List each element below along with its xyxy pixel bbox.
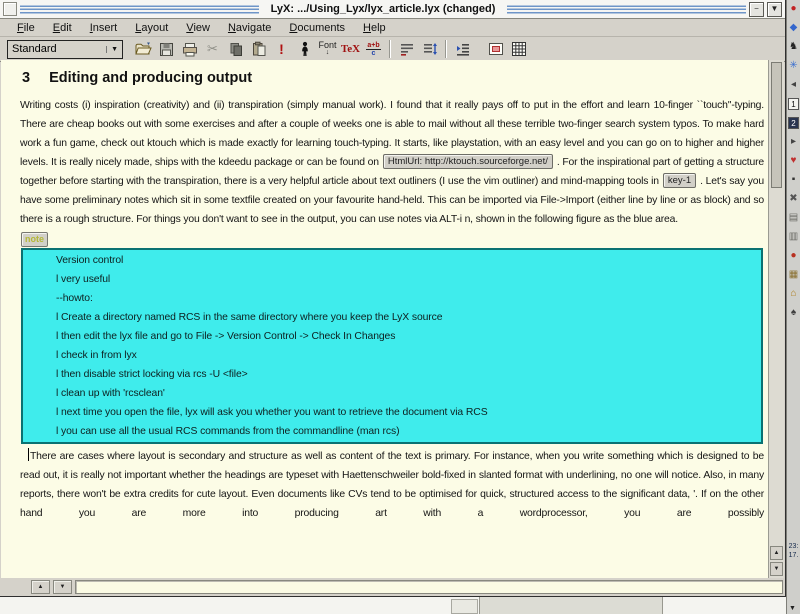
panel-clock-time: 23: — [788, 543, 799, 550]
printer-icon — [182, 42, 198, 57]
menu-item[interactable]: View — [186, 21, 210, 34]
titlebar[interactable] — [0, 0, 785, 19]
section-number: 3 — [22, 70, 31, 86]
desktop-panel — [786, 0, 800, 614]
toolbar-math-button[interactable] — [362, 39, 385, 60]
window-title: LyX: .../Using_Lyx/lyx_article.lyx (changed) — [270, 3, 496, 15]
toolbar-figure-button[interactable] — [484, 39, 507, 60]
toolbar-paste-button[interactable] — [247, 39, 270, 60]
menu-item[interactable]: Insert — [89, 21, 118, 34]
toolbar — [0, 37, 785, 62]
paragraph-style-select[interactable] — [7, 40, 123, 59]
chevron-down-icon: ▼ — [106, 46, 118, 53]
url-inset-button[interactable]: HtmlUrl: http://ktouch.sourceforge.net/ — [383, 154, 553, 169]
toolbar-save-button[interactable] — [155, 39, 178, 60]
menubar — [0, 19, 785, 37]
note-line: l clean up with 'rcsclean' — [56, 388, 165, 399]
footnote-icon — [399, 41, 415, 57]
background-window-fragment — [479, 597, 663, 614]
paragraph-2 — [20, 447, 764, 523]
note-box[interactable] — [21, 248, 763, 444]
panel-app-icon[interactable]: ◆ — [789, 22, 798, 33]
window-menu-button[interactable] — [3, 2, 17, 16]
paragraph-1-text-b: . For the inspirational part of getting a structure together before starting with the transpiration, there is a very helpful article about text outliners (I use the vim outliner) and mind-mapping tools in — [20, 157, 764, 187]
paragraph-1-text-a: Writing costs (i) inspiration (creativity) and (ii) transpiration (simply manual work). I found that it really pays off to put in the effort and learn 10-finger ``touch''-typing. There are cheap books out with some exercises and after a couple of weeks one is able to mail without all these terrible two-finger search system typos. To make hard work a fun game, check out ktouch which is made exactly for learning touch-typing. It starts, like playstation, with an easy level and you can go on to higher and higher levels. It is really nicely made, ships with the kdeedu package or can be found on — [20, 100, 764, 168]
paragraph-1-text-c: . Let's say you have some preliminary notes which sit in some textfile created on your favourite hand-held. This can be imported via File->Import (either line by line or as block) and so there is a rough structure. For things you don't want to see in the output, you can use notes via ALT-i n, shown in the following figure as the blue area. — [20, 176, 764, 225]
paragraph-style-value: Standard — [12, 43, 57, 55]
titlebar-stripes — [20, 4, 259, 15]
note-line: l check in from lyx — [56, 350, 137, 361]
panel-app-icon[interactable]: ▥ — [788, 231, 799, 242]
panel-app-icon[interactable]: ▦ — [788, 269, 799, 280]
math-icon: $\frac{a+b}{c}$ — [367, 41, 380, 57]
key-inset-button[interactable]: key-1 — [663, 173, 696, 188]
note-line: l you can use all the usual RCS commands from the commandline (man rcs) — [56, 426, 400, 437]
text-cursor — [28, 448, 29, 461]
toolbar-cut-button[interactable] — [201, 39, 224, 60]
change-depth-icon — [455, 41, 471, 57]
toolbar-font-button[interactable] — [316, 39, 339, 60]
note-line: l Create a directory named RCS in the same directory where you keep the LyX source — [56, 312, 443, 323]
toolbar-separator — [389, 40, 391, 58]
panel-app-icon[interactable]: ⌂ — [790, 288, 797, 299]
menu-item[interactable]: Documents — [289, 21, 346, 34]
scroll-up-button[interactable]: ▲ — [770, 546, 783, 560]
panel-app-icon[interactable]: ◂ — [790, 79, 797, 90]
emphasis-icon: ! — [279, 41, 284, 57]
toolbar-margin-note-button[interactable] — [418, 39, 441, 60]
toolbar-table-button[interactable] — [507, 39, 530, 60]
menu-item[interactable]: Layout — [135, 21, 169, 34]
background-window-fragment — [451, 599, 478, 614]
note-line: l next time you open the file, lyx will ask you whether you want to retrieve the document via RCS — [56, 407, 488, 418]
toolbar-open-button[interactable] — [132, 39, 155, 60]
save-icon — [159, 42, 174, 57]
menu-item[interactable]: Help — [363, 21, 386, 34]
font-icon: Font ↓ — [318, 40, 337, 56]
scroll-down-button[interactable]: ▼ — [770, 562, 783, 576]
table-icon — [511, 41, 527, 57]
toolbar-separator — [445, 40, 447, 58]
workspace-1-button[interactable]: 1 — [788, 98, 799, 110]
workspace-2-button[interactable]: 2 — [788, 117, 799, 129]
panel-app-icon[interactable]: ✖ — [789, 193, 798, 204]
shade-button[interactable]: ▼ — [767, 2, 782, 17]
panel-app-icon[interactable]: ● — [790, 250, 797, 261]
paragraph-2-text: There are cases where layout is secondary and structure as well as content of the text is primary. For instance, when you write something which is designed to be read out, it is really not important whether the headings are typeset with Haettenschweiler bold-fixed in slanted format with underlining, no one will notice. Also, in many reports, there won't be extra credits for cute layout. Even documents like CVs tend to be optimised for quick, structured access to the significant data, '. If on the other hand you are more into producing art with a wordprocessor, you are possibly — [20, 451, 764, 519]
menu-item[interactable]: Edit — [52, 21, 72, 34]
toolbar-copy-button[interactable] — [224, 39, 247, 60]
note-inset-button[interactable]: note — [21, 232, 48, 247]
menu-item[interactable]: File — [17, 21, 35, 34]
paragraph-1 — [20, 96, 764, 229]
toolbar-tex-button[interactable] — [339, 39, 362, 60]
toolbar-depth-button[interactable] — [451, 39, 474, 60]
desktop-background-strip — [0, 597, 786, 614]
scrollbar-arrows — [770, 546, 783, 576]
margin-note-icon — [422, 41, 438, 57]
copy-icon — [228, 41, 244, 57]
paste-icon — [251, 41, 267, 57]
toolbar-emph-button[interactable] — [270, 39, 293, 60]
minibuffer-input[interactable] — [75, 580, 783, 594]
note-line: Version control — [56, 255, 124, 266]
minibuffer-down-button[interactable]: ▼ — [53, 580, 72, 594]
panel-down-arrow-icon[interactable]: ▼ — [789, 605, 796, 612]
scissors-icon: ✂ — [207, 41, 218, 56]
panel-clock — [787, 542, 800, 560]
panel-app-icon[interactable]: ♞ — [789, 41, 798, 52]
panel-app-icon[interactable]: ♥ — [790, 155, 797, 166]
note-line: l then disable strict locking via rcs -U <file> — [56, 369, 248, 380]
panel-app-icon[interactable]: ● — [790, 3, 797, 14]
note-line: l very useful — [56, 274, 111, 285]
panel-app-icon[interactable]: ▪ — [791, 174, 796, 185]
panel-clock-date: 17. — [788, 552, 799, 559]
panel-app-icon[interactable]: ▸ — [790, 136, 797, 147]
scrollbar-thumb[interactable] — [771, 62, 782, 188]
document-area[interactable] — [1, 60, 768, 578]
note-line: --howto: — [56, 293, 93, 304]
toolbar-footnote-button[interactable] — [395, 39, 418, 60]
minibuffer-bar — [1, 579, 784, 595]
section-title: Editing and producing output — [49, 70, 253, 86]
panel-app-icon[interactable]: ▤ — [788, 212, 799, 223]
figure-icon — [488, 42, 504, 56]
person-icon — [299, 41, 311, 57]
note-line: l then edit the lyx file and go to File -> Version Control -> Check In Changes — [56, 331, 396, 342]
minibuffer-up-button[interactable]: ▲ — [31, 580, 50, 594]
open-folder-icon — [135, 41, 152, 57]
toolbar-print-button[interactable] — [178, 39, 201, 60]
minimize-button[interactable]: − — [749, 2, 764, 17]
panel-app-icon[interactable]: ✳ — [789, 60, 798, 71]
vertical-scrollbar[interactable] — [768, 60, 784, 578]
panel-app-icon[interactable]: ♠ — [790, 307, 797, 318]
section-heading — [22, 70, 764, 86]
toolbar-noun-button[interactable] — [293, 39, 316, 60]
menu-item[interactable]: Navigate — [227, 21, 272, 34]
titlebar-stripes — [507, 4, 746, 15]
tex-icon: TeX — [340, 43, 361, 55]
